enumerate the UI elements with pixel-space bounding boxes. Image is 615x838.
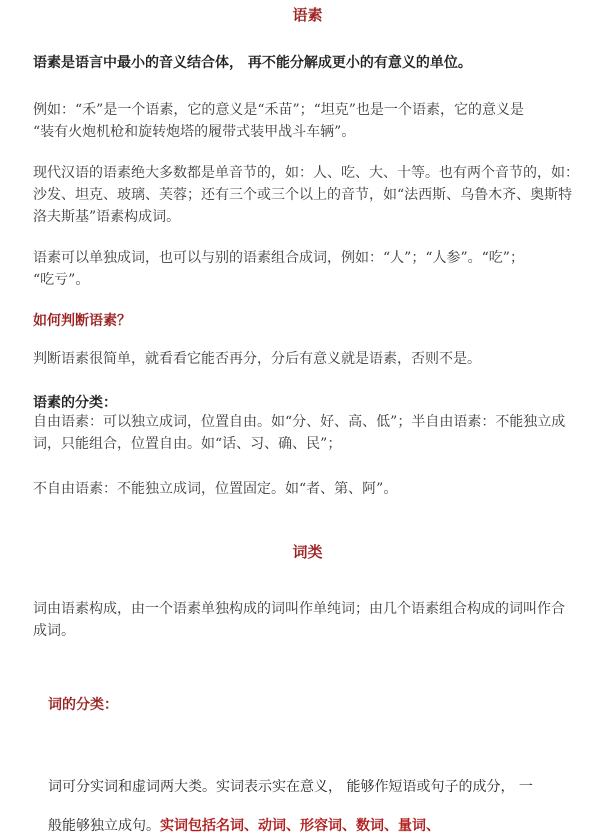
judge-text: 判断语素很简单，就看看它能否再分，分后有意义就是语素，否则不是。	[33, 351, 481, 367]
word-formation-line-1: 语素可以单独成词，也可以与别的语素组合成词，例如：“人”；“人参”。“吃”；	[33, 250, 524, 266]
judge-heading: 如何判断语素？	[33, 313, 131, 329]
section-title-word-class: 词类	[292, 543, 323, 561]
content-word-line-2-plain: 般能够独立成句。	[48, 818, 160, 834]
example-paragraph	[33, 99, 593, 143]
classification-heading: 语素的分类：	[33, 395, 117, 411]
section-title-morpheme: 语素	[292, 6, 323, 24]
content-word-line-2	[48, 815, 608, 837]
example-line-2: “装有火炮机枪和旋转炮塔的履带式装甲战斗车辆”。	[33, 124, 356, 140]
content-word-line-1: 词可分实词和虚词两大类。实词表示实在意义， 能够作短语或句子的成分， 一	[48, 779, 533, 795]
word-class-heading: 词的分类：	[48, 697, 118, 713]
syllable-paragraph	[33, 162, 593, 228]
syllable-line-1: 现代汉语的语素绝大多数都是单音节的，如：人、吃、大、十等。也有两个音节的，如：	[33, 165, 579, 181]
word-composition-paragraph	[33, 598, 593, 642]
word-formation-line-2: “吃亏”。	[33, 272, 90, 288]
syllable-line-2: 沙发、坦克、玻璃、芙蓉；还有三个或三个以上的音节，如“法西斯、乌鲁木齐、奥斯特	[33, 187, 573, 203]
free-morpheme-paragraph	[33, 411, 593, 455]
word-formation-paragraph	[33, 247, 593, 291]
syllable-line-3: 洛夫斯基”语素构成词。	[33, 209, 181, 225]
non-free-morpheme-text: 不自由语素：不能独立成词，位置固定。如“者、第、阿”。	[33, 481, 398, 497]
word-composition-line-1: 词由语素构成，由一个语素单独构成的词叫作单纯词；由几个语素组合构成的词叫作合	[33, 601, 565, 617]
morpheme-definition: 语素是语言中最小的音义结合体， 再不能分解成更小的有意义的单位。	[33, 55, 472, 71]
content-word-types-highlight: 实词包括名词、动词、形容词、数词、量词、	[160, 818, 440, 834]
free-morpheme-line-1: 自由语素：可以独立成词，位置自由。如“分、好、高、低”；半自由语素：不能独立成	[33, 414, 566, 430]
free-morpheme-line-2: 词，只能组合，位置自由。如“话、习、确、民”；	[33, 436, 342, 452]
word-composition-line-2: 成词。	[33, 623, 75, 639]
example-line-1: 例如：“禾”是一个语素，它的意义是“禾苗”；“坦克”也是一个语素，它的意义是	[33, 102, 524, 118]
